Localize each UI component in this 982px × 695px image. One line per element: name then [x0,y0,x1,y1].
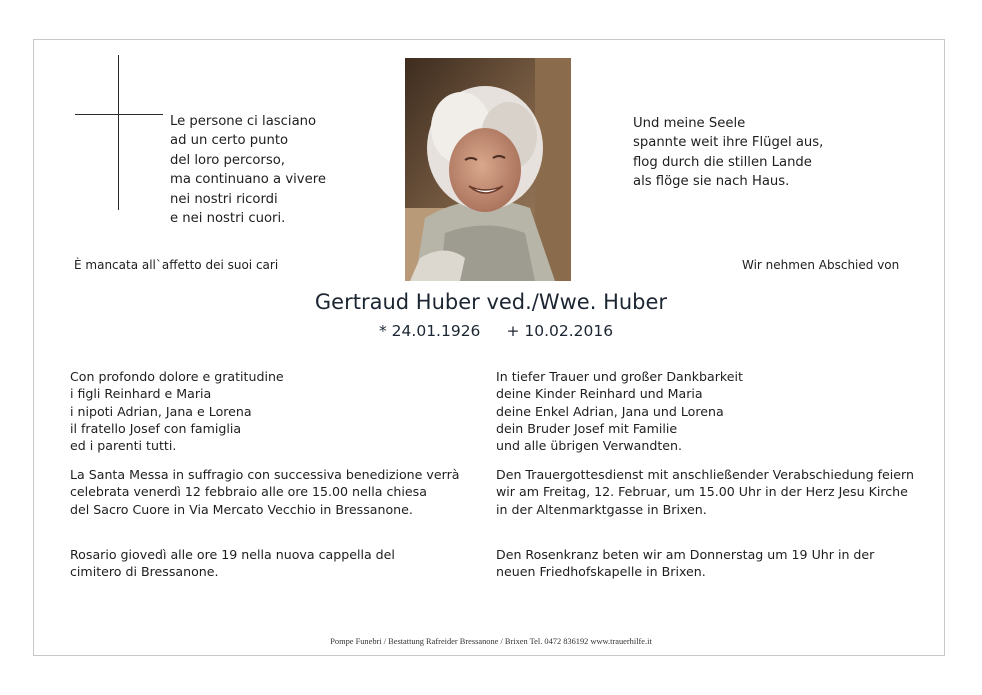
intro-german: Wir nehmen Abschied von [742,258,900,272]
poem-italian-line: ad un certo punto [170,133,289,149]
poem-german [633,114,823,192]
mass-italian-line: del Sacro Cuore in Via Mercato Vecchio in Bressanone. [70,501,413,517]
family-italian [70,368,284,454]
family-german-line: dein Bruder Josef mit Familie [496,420,678,436]
poem-german-line: als flöge sie nach Haus. [633,174,790,190]
intro-italian: È mancata all`affetto dei suoi cari [74,258,279,272]
birth-date: * 24.01.1926 [379,322,481,340]
family-german-line: und alle übrigen Verwandten. [496,438,683,454]
mass-german-line: in der Altenmarktgasse in Brixen. [496,501,707,517]
rosary-german-line: neuen Friedhofskapelle in Brixen. [496,564,706,580]
family-german-line: deine Enkel Adrian, Jana und Lorena [496,403,724,419]
mass-german-line: Den Trauergottesdienst mit anschließender Verabschiedung feiern [496,467,914,482]
poem-italian-line: e nei nostri cuori. [170,211,286,227]
mass-italian-line: La Santa Messa in suffragio con successiva benedizione verrà [70,467,460,482]
mass-italian [70,466,459,518]
family-italian-line: i figli Reinhard e Maria [70,386,212,402]
poem-italian-line: ma continuano a vivere [170,172,326,188]
family-italian-line: Con profondo dolore e gratitudine [70,369,284,384]
portrait-photo [405,58,571,281]
family-italian-line: i nipoti Adrian, Jana e Lorena [70,403,252,419]
poem-italian-line: Le persone ci lasciano [170,114,317,129]
poem-italian-line: nei nostri ricordi [170,191,278,207]
poem-german-line: Und meine Seele [633,116,746,131]
rosary-italian-line: cimitero di Bressanone. [70,564,219,580]
death-date: + 10.02.2016 [506,322,614,340]
life-dates [379,322,613,340]
poem-italian [170,112,326,228]
poem-german-line: spannte weit ihre Flügel aus, [633,135,824,151]
rosary-italian-line: Rosario giovedì alle ore 19 nella nuova cappella del [70,547,395,562]
poem-german-line: flog durch die stillen Lande [633,154,812,170]
mass-german [496,466,914,518]
poem-italian-line: del loro percorso, [170,152,285,168]
cross-icon-horizontal [75,114,163,115]
family-german-line: In tiefer Trauer und großer Dankbarkeit [496,369,743,384]
rosary-german [496,546,874,581]
rosary-german-line: Den Rosenkranz beten wir am Donnerstag um 19 Uhr in der [496,547,875,562]
funeral-home-footer: Pompe Funebri / Bestattung Rafreider Bressanone / Brixen Tel. 0472 836192 www.trauerhilfe.it [330,637,652,646]
family-german [496,368,743,454]
mass-german-line: wir am Freitag, 12. Februar, um 15.00 Uhr in der Herz Jesu Kirche [496,484,908,500]
family-italian-line: ed i parenti tutti. [70,438,177,454]
deceased-name: Gertraud Huber ved./Wwe. Huber [314,290,668,314]
rosary-italian [70,546,395,581]
family-italian-line: il fratello Josef con famiglia [70,420,242,436]
cross-icon-vertical [118,55,119,210]
family-german-line: deine Kinder Reinhard und Maria [496,386,703,402]
mass-italian-line: celebrata venerdì 12 febbraio alle ore 15.00 nella chiesa [70,484,427,500]
